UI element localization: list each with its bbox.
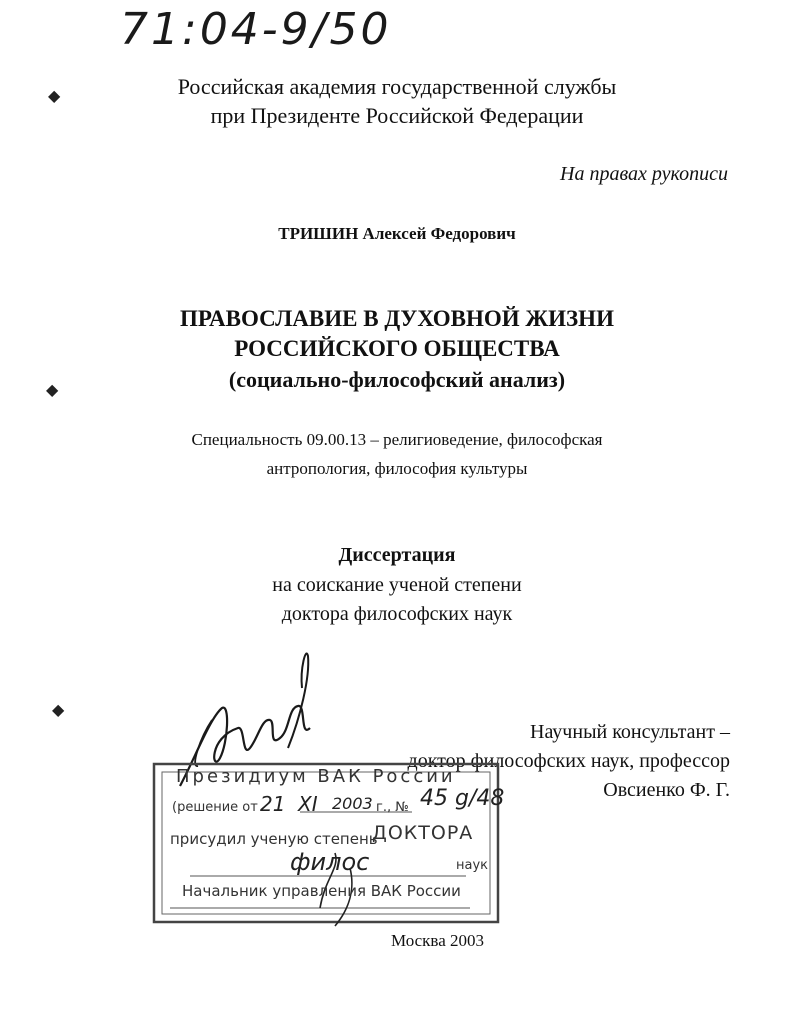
vak-stamp	[150, 758, 505, 934]
stamp-chief: Начальник управления ВАК России	[182, 882, 461, 900]
stamp-degree-word: ДОКТОРА	[372, 822, 474, 844]
title-line-1: ПРАВОСЛАВИЕ В ДУХОВНОЙ ЖИЗНИ	[180, 306, 614, 331]
stamp-header: Президиум ВАК России	[176, 766, 456, 787]
city-year: Москва 2003	[391, 931, 485, 950]
consultant-name: Овсиенко Ф. Г.	[603, 779, 730, 801]
institution-line-2: при Президенте Российской Федерации	[210, 103, 584, 128]
specialty-line-1: Специальность 09.00.13 – религиоведение, философская	[191, 430, 603, 449]
margin-mark-icon: ◆	[48, 86, 61, 105]
margin-mark-icon: ◆	[52, 700, 65, 719]
stamp-awarded: присудил ученую степень	[170, 830, 378, 848]
archive-code: 71:04-9/50	[120, 4, 392, 55]
stamp-sciences: наук	[456, 858, 489, 873]
work-type-line-2: доктора философских наук	[281, 603, 513, 625]
consultant-label: Научный консультант –	[530, 721, 730, 743]
stamp-decision-month: XI	[298, 792, 318, 816]
stamp-decision-year: 2003	[332, 794, 373, 813]
work-type-line-1: на соискание ученой степени	[272, 574, 522, 596]
stamp-decision-number: 45 g/48	[420, 786, 505, 811]
title-line-2: РОССИЙСКОГО ОБЩЕСТВА	[234, 336, 560, 361]
author-name: ТРИШИН Алексей Федорович	[278, 224, 516, 243]
institution-line-1: Российская академия государственной службы	[177, 74, 617, 99]
specialty-line-2: антропология, философия культуры	[266, 459, 528, 478]
margin-mark-icon: ◆	[46, 380, 59, 399]
stamp-decision-prefix: (решение от	[172, 800, 258, 815]
stamp-field-handwritten: филос	[290, 848, 370, 876]
stamp-decision-day: 21	[260, 792, 286, 816]
title-line-3: (социально-философский анализ)	[228, 367, 566, 392]
consultant-degree: доктор философских наук, профессор	[407, 750, 730, 772]
rights-note: На правах рукописи	[560, 163, 728, 185]
work-type-heading: Диссертация	[338, 544, 456, 566]
stamp-decision-suffix: г., №	[376, 800, 409, 815]
